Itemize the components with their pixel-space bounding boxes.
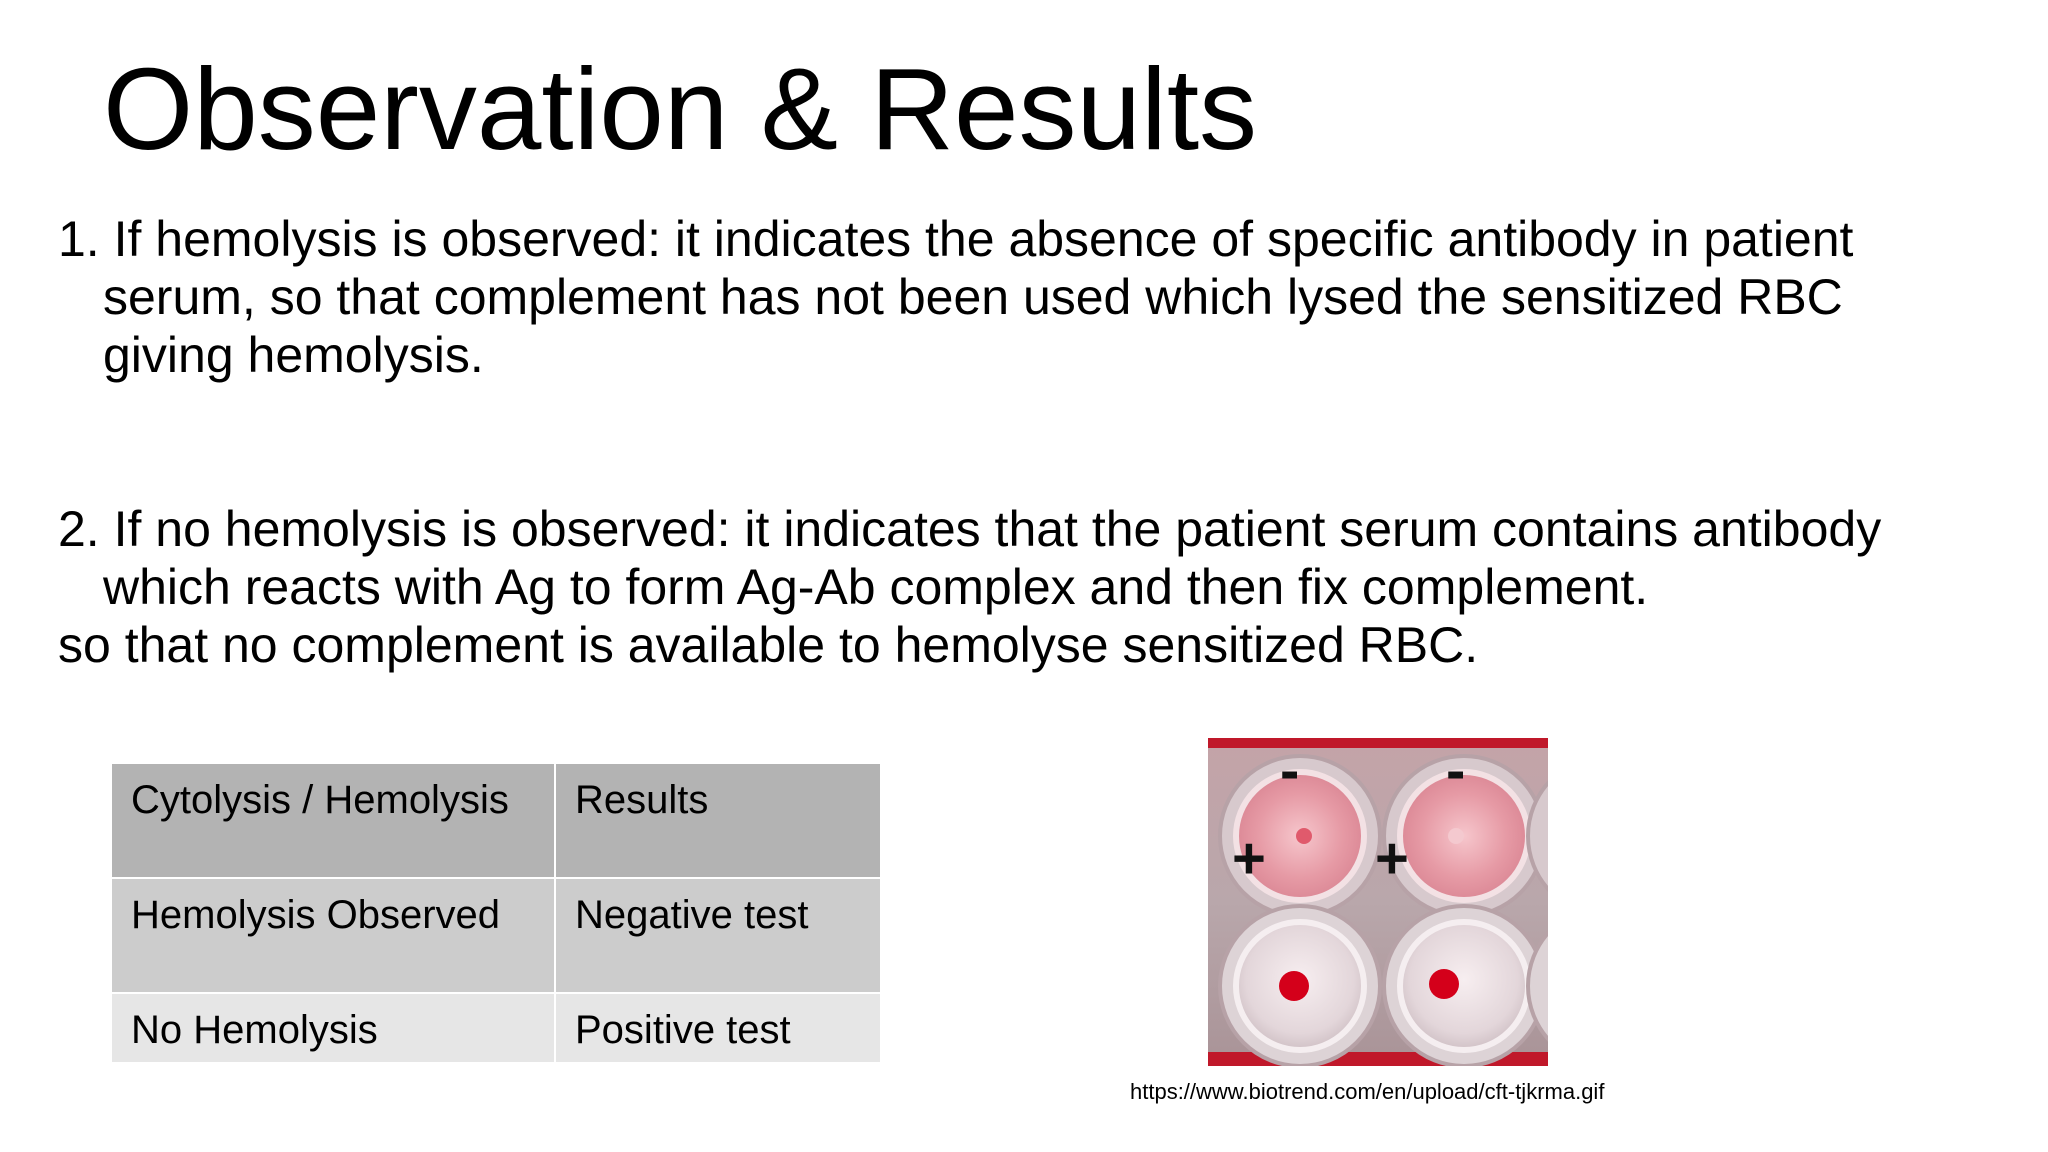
- rbc-pellet: [1429, 969, 1459, 999]
- table-cell: Positive test: [555, 993, 881, 1063]
- paragraph-1-line-1: 1. If hemolysis is observed: it indicates the absence of specific antibody in patient: [58, 211, 1854, 267]
- slide-title: Observation & Results: [103, 44, 1258, 174]
- observation-paragraph-2: [58, 500, 1998, 674]
- results-table: [110, 762, 882, 1064]
- plus-label: +: [1375, 826, 1409, 891]
- table-header-cell: Cytolysis / Hemolysis: [111, 763, 555, 878]
- paragraph-1-line-3: giving hemolysis.: [103, 327, 484, 383]
- paragraph-2-line-3: so that no complement is available to hemolyse sensitized RBC.: [58, 617, 1479, 673]
- plate-illustration: [1208, 738, 1548, 1066]
- minus-label: -: [1446, 738, 1466, 803]
- minus-label: -: [1280, 738, 1300, 803]
- plate-top-edge: [1208, 738, 1548, 748]
- image-source-caption: https://www.biotrend.com/en/upload/cft-tjkrma.gif: [1130, 1079, 1605, 1104]
- faint-pellet: [1448, 828, 1464, 844]
- plus-label: +: [1232, 826, 1266, 891]
- paragraph-1-line-2: serum, so that complement has not been used which lysed the sensitized RBC: [103, 269, 1843, 325]
- table-header-row: [111, 763, 881, 878]
- table-cell: Negative test: [555, 878, 881, 993]
- observation-paragraph-1: [58, 210, 1998, 384]
- no-hemolysis-well: [1400, 922, 1528, 1050]
- table-cell: No Hemolysis: [111, 993, 555, 1063]
- complement-fixation-plate-image: [1208, 738, 1548, 1066]
- table-cell: Hemolysis Observed: [111, 878, 555, 993]
- table-row: [111, 878, 881, 993]
- table-row: [111, 993, 881, 1063]
- paragraph-2-line-1: 2. If no hemolysis is observed: it indicates that the patient serum contains antibody: [58, 501, 1882, 557]
- rbc-pellet: [1279, 971, 1309, 1001]
- faint-pellet: [1296, 828, 1312, 844]
- table-header-cell: Results: [555, 763, 881, 878]
- paragraph-2-line-2: which reacts with Ag to form Ag-Ab complex and then fix complement.: [103, 559, 1649, 615]
